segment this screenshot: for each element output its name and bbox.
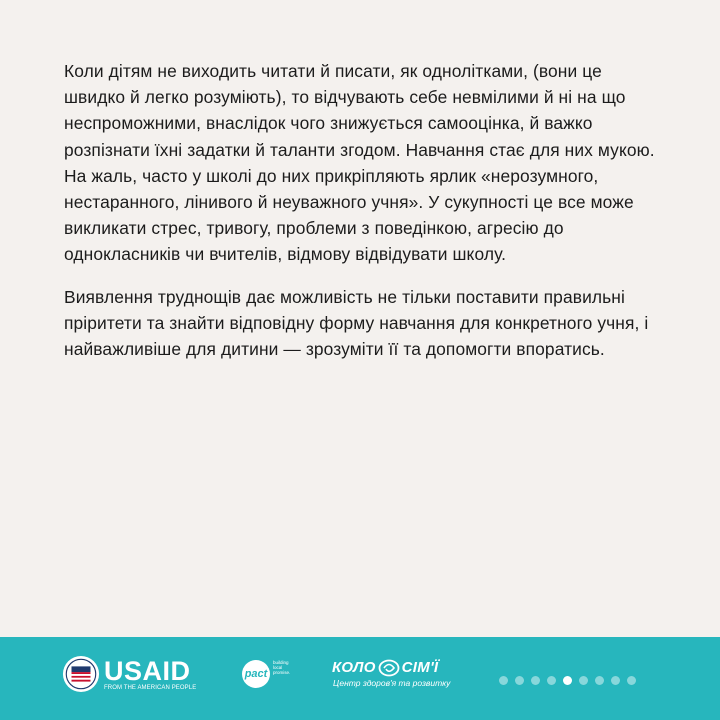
pagination-dot[interactable] xyxy=(499,676,508,685)
usaid-logo xyxy=(62,655,196,693)
pagination-dots xyxy=(499,676,643,685)
kolo-word: КОЛО xyxy=(332,659,376,676)
kolo-swirl-icon xyxy=(378,659,400,677)
pact-tagline: building local promise. xyxy=(273,660,291,675)
pagination-dot[interactable] xyxy=(547,676,556,685)
pact-wordmark: pact xyxy=(242,660,270,688)
pagination-dot[interactable] xyxy=(627,676,636,685)
kolo-simi-logo xyxy=(332,659,450,689)
paragraph-1: Коли дітям не виходить читати й писати, як однолітками, (вони це швидко й легко розуміють), то відчувають себе невмілими й ні на що неспроможними, внаслідок чого знижується самооцінка, й важко розпізнати їхні задатки й таланти згодом. Навчання стає для них мукою. На жаль, часто у школі до них прикріпляють ярлик «нерозумного, нестаранного, лінивого й неуважного учня». У сукупності це все може викликати стрес, тривогу, проблеми з поведінкою, агресію до однокласників чи вчителів, відмову відвідувати школу. xyxy=(64,61,655,265)
article-text xyxy=(64,58,664,378)
paragraph-2: Виявлення труднощів дає можливість не тільки поставити правильні пріритети та знайти відповідну форму навчання для конкретного учня, і найважливіше для дитини — зрозуміти її та допомогти впоратись. xyxy=(64,286,649,360)
simi-word: СІМ'Ї xyxy=(401,659,439,676)
pagination-dot-active[interactable] xyxy=(563,676,572,685)
usaid-wordmark: USAID xyxy=(104,655,191,686)
usaid-seal-icon xyxy=(62,655,100,693)
pagination-dot[interactable] xyxy=(515,676,524,685)
pact-logo xyxy=(242,660,297,688)
pagination-dot[interactable] xyxy=(611,676,620,685)
footer-bar xyxy=(0,637,720,720)
usaid-subtitle: FROM THE AMERICAN PEOPLE xyxy=(104,684,197,691)
pagination-dot[interactable] xyxy=(579,676,588,685)
pagination-dot[interactable] xyxy=(531,676,540,685)
pagination-dot[interactable] xyxy=(595,676,604,685)
kolo-subtitle: Центр здоров'я та розвитку xyxy=(333,678,451,688)
